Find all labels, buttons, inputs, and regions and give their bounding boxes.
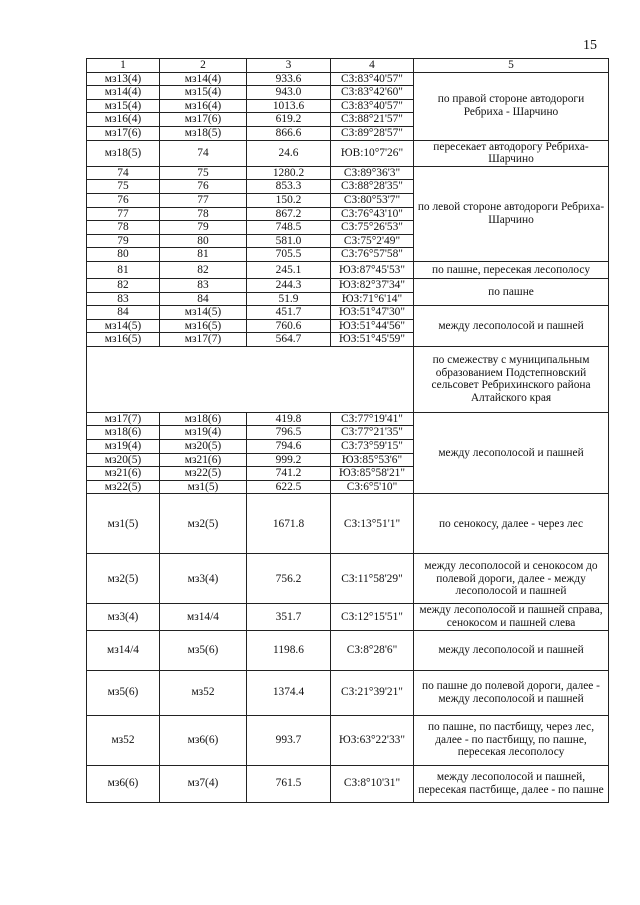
cell-point-from: мз2(5) <box>87 554 160 604</box>
cell-point-from: 83 <box>87 292 160 306</box>
cell-point-from: 74 <box>87 166 160 180</box>
table-row <box>87 140 609 166</box>
cell-description: между лесополосой и пашней справа, сенокосом и пашней слева <box>414 604 609 630</box>
cell-length: 943.0 <box>247 86 331 100</box>
table-row <box>87 166 609 180</box>
cell-length: 24.6 <box>247 140 331 166</box>
cell-bearing: ЮЗ:71°6'14" <box>331 292 414 306</box>
cell-point-from: мз20(5) <box>87 453 160 467</box>
table-row <box>87 765 609 802</box>
cell-bearing: СЗ:11°58'29" <box>331 554 414 604</box>
cell-description: между лесополосой и сенокосом до полевой дороги, далее - между лесополосой и пашней <box>414 554 609 604</box>
cell-point-to: 82 <box>160 261 247 278</box>
cell-point-to: мз15(4) <box>160 86 247 100</box>
cell-bearing: ЮВ:10°7'26" <box>331 140 414 166</box>
cell-bearing: СЗ:83°40'57" <box>331 72 414 86</box>
header-col-3: 3 <box>247 59 331 73</box>
cell-length: 867.2 <box>247 207 331 221</box>
cell-length: 794.6 <box>247 440 331 454</box>
table-row <box>87 670 609 715</box>
cell-description: по пашне, по пастбищу, через лес, далее - по пастбищу, по пашне, пересекая лесополосу <box>414 715 609 765</box>
table-row <box>87 261 609 278</box>
cell-bearing: СЗ:76°43'10" <box>331 207 414 221</box>
cell-bearing: ЮЗ:51°45'59" <box>331 333 414 347</box>
header-col-5: 5 <box>414 59 609 73</box>
cell-bearing: СЗ:8°28'6" <box>331 630 414 670</box>
cell-length: 351.7 <box>247 604 331 630</box>
header-col-1: 1 <box>87 59 160 73</box>
cell-length: 419.8 <box>247 412 331 426</box>
cell-description: по пашне, пересекая лесополосу <box>414 261 609 278</box>
table-row <box>87 554 609 604</box>
cell-point-from: мз16(5) <box>87 333 160 347</box>
cell-point-from: 77 <box>87 207 160 221</box>
table-row <box>87 278 609 292</box>
cell-bearing: СЗ:21°39'21" <box>331 670 414 715</box>
table-row <box>87 630 609 670</box>
table-row <box>87 715 609 765</box>
cell-bearing: СЗ:88°21'57" <box>331 113 414 127</box>
cell-point-from: мз5(6) <box>87 670 160 715</box>
cell-point-from: мз3(4) <box>87 604 160 630</box>
cell-point-to: мз6(6) <box>160 715 247 765</box>
cell-bearing: СЗ:89°36'3" <box>331 166 414 180</box>
cell-bearing: СЗ:83°42'60" <box>331 86 414 100</box>
cell-description: по сенокосу, далее - через лес <box>414 494 609 554</box>
cell-length: 245.1 <box>247 261 331 278</box>
cell-point-from: мз18(6) <box>87 426 160 440</box>
header-col-4: 4 <box>331 59 414 73</box>
table-body <box>87 72 609 802</box>
cell-length: 993.7 <box>247 715 331 765</box>
cell-point-from: мз19(4) <box>87 440 160 454</box>
boundary-table <box>86 58 609 803</box>
cell-point-to: мз2(5) <box>160 494 247 554</box>
cell-length: 622.5 <box>247 480 331 494</box>
cell-bearing: ЮЗ:82°37'34" <box>331 278 414 292</box>
cell-length: 451.7 <box>247 306 331 320</box>
cell-bearing: ЮЗ:51°44'56" <box>331 319 414 333</box>
cell-point-to: мз18(6) <box>160 412 247 426</box>
cell-bearing: СЗ:8°10'31" <box>331 765 414 802</box>
cell-description: по пашне <box>414 278 609 305</box>
cell-point-from: мз13(4) <box>87 72 160 86</box>
cell-point-to: 80 <box>160 234 247 248</box>
cell-length: 761.5 <box>247 765 331 802</box>
cell-point-from: 76 <box>87 193 160 207</box>
cell-point-to: мз21(6) <box>160 453 247 467</box>
cell-point-to: мз1(5) <box>160 480 247 494</box>
cell-point-to: мз22(5) <box>160 467 247 481</box>
cell-point-to: мз14(4) <box>160 72 247 86</box>
cell-bearing: СЗ:6°5'10" <box>331 480 414 494</box>
cell-length: 244.3 <box>247 278 331 292</box>
header-row <box>87 59 609 73</box>
cell-point-to: мз20(5) <box>160 440 247 454</box>
table-row <box>87 346 609 412</box>
cell-point-to: мз17(7) <box>160 333 247 347</box>
cell-bearing: СЗ:75°2'49" <box>331 234 414 248</box>
cell-point-to: мз14/4 <box>160 604 247 630</box>
table-row <box>87 72 609 86</box>
cell-length: 150.2 <box>247 193 331 207</box>
cell-description: между лесополосой и пашней <box>414 306 609 347</box>
cell-point-to: 74 <box>160 140 247 166</box>
cell-point-from: мз14/4 <box>87 630 160 670</box>
header-col-2: 2 <box>160 59 247 73</box>
cell-point-from: мз21(6) <box>87 467 160 481</box>
cell-point-from: мз1(5) <box>87 494 160 554</box>
cell-length: 564.7 <box>247 333 331 347</box>
cell-point-to: 83 <box>160 278 247 292</box>
cell-length: 1198.6 <box>247 630 331 670</box>
cell-length: 741.2 <box>247 467 331 481</box>
cell-point-from: мз6(6) <box>87 765 160 802</box>
cell-bearing: ЮЗ:85°53'6" <box>331 453 414 467</box>
cell-point-from: мз14(4) <box>87 86 160 100</box>
cell-bearing: ЮЗ:51°47'30" <box>331 306 414 320</box>
cell-bearing: СЗ:80°53'7" <box>331 193 414 207</box>
cell-bearing: СЗ:73°59'15" <box>331 440 414 454</box>
cell-length: 866.6 <box>247 126 331 140</box>
table-row <box>87 494 609 554</box>
cell-length: 1671.8 <box>247 494 331 554</box>
cell-description: по левой стороне автодороги Ребриха-Шарчино <box>414 166 609 261</box>
cell-bearing: СЗ:77°19'41" <box>331 412 414 426</box>
cell-point-to: 76 <box>160 180 247 194</box>
cell-description: между лесополосой и пашней <box>414 412 609 494</box>
cell-length: 748.5 <box>247 221 331 235</box>
cell-bearing: СЗ:75°26'53" <box>331 221 414 235</box>
merged-blank-cell <box>87 346 414 412</box>
table-row <box>87 412 609 426</box>
cell-description: по смежеству с муниципальным образованием Подстепновский сельсовет Ребрихинского района Алтайского края <box>414 346 609 412</box>
cell-length: 1374.4 <box>247 670 331 715</box>
cell-point-to: 79 <box>160 221 247 235</box>
cell-length: 1013.6 <box>247 99 331 113</box>
cell-length: 853.3 <box>247 180 331 194</box>
table-row <box>87 604 609 630</box>
cell-point-from: мз52 <box>87 715 160 765</box>
cell-point-from: 78 <box>87 221 160 235</box>
cell-length: 619.2 <box>247 113 331 127</box>
cell-length: 1280.2 <box>247 166 331 180</box>
cell-length: 705.5 <box>247 248 331 262</box>
cell-point-from: мз18(5) <box>87 140 160 166</box>
cell-point-to: мз14(5) <box>160 306 247 320</box>
cell-point-to: 78 <box>160 207 247 221</box>
cell-length: 760.6 <box>247 319 331 333</box>
cell-length: 581.0 <box>247 234 331 248</box>
cell-description: пересекает автодорогу Ребриха-Шарчино <box>414 140 609 166</box>
cell-point-from: 84 <box>87 306 160 320</box>
cell-point-to: мз52 <box>160 670 247 715</box>
cell-bearing: ЮЗ:85°58'21" <box>331 467 414 481</box>
page-number: 15 <box>583 38 597 53</box>
cell-point-to: мз3(4) <box>160 554 247 604</box>
cell-point-to: 84 <box>160 292 247 306</box>
cell-point-to: мз5(6) <box>160 630 247 670</box>
cell-point-from: 81 <box>87 261 160 278</box>
cell-bearing: СЗ:88°28'35" <box>331 180 414 194</box>
cell-point-from: 79 <box>87 234 160 248</box>
cell-point-from: мз14(5) <box>87 319 160 333</box>
cell-description: между лесополосой и пашней <box>414 630 609 670</box>
cell-point-to: мз7(4) <box>160 765 247 802</box>
cell-bearing: СЗ:77°21'35" <box>331 426 414 440</box>
cell-point-to: мз19(4) <box>160 426 247 440</box>
cell-point-from: мз17(7) <box>87 412 160 426</box>
cell-point-to: мз18(5) <box>160 126 247 140</box>
cell-point-from: 80 <box>87 248 160 262</box>
cell-point-to: 81 <box>160 248 247 262</box>
cell-description: по правой стороне автодороги Ребриха - Шарчино <box>414 72 609 140</box>
cell-bearing: ЮЗ:87°45'53" <box>331 261 414 278</box>
cell-description: по пашне до полевой дороги, далее - между лесополосой и пашней <box>414 670 609 715</box>
cell-description: между лесополосой и пашней, пересекая пастбище, далее - по пашне <box>414 765 609 802</box>
cell-point-to: 77 <box>160 193 247 207</box>
cell-length: 51.9 <box>247 292 331 306</box>
cell-point-from: мз22(5) <box>87 480 160 494</box>
cell-length: 999.2 <box>247 453 331 467</box>
cell-length: 796.5 <box>247 426 331 440</box>
cell-bearing: СЗ:12°15'51" <box>331 604 414 630</box>
cell-point-to: мз16(4) <box>160 99 247 113</box>
cell-bearing: ЮЗ:63°22'33" <box>331 715 414 765</box>
cell-point-from: мз15(4) <box>87 99 160 113</box>
cell-point-to: мз17(6) <box>160 113 247 127</box>
cell-bearing: СЗ:83°40'57" <box>331 99 414 113</box>
cell-bearing: СЗ:89°28'57" <box>331 126 414 140</box>
cell-bearing: СЗ:13°51'1" <box>331 494 414 554</box>
cell-point-from: 75 <box>87 180 160 194</box>
cell-point-to: 75 <box>160 166 247 180</box>
cell-point-from: мз17(6) <box>87 126 160 140</box>
cell-length: 933.6 <box>247 72 331 86</box>
cell-length: 756.2 <box>247 554 331 604</box>
cell-point-from: 82 <box>87 278 160 292</box>
table-row <box>87 306 609 320</box>
cell-point-from: мз16(4) <box>87 113 160 127</box>
cell-bearing: СЗ:76°57'58" <box>331 248 414 262</box>
cell-point-to: мз16(5) <box>160 319 247 333</box>
